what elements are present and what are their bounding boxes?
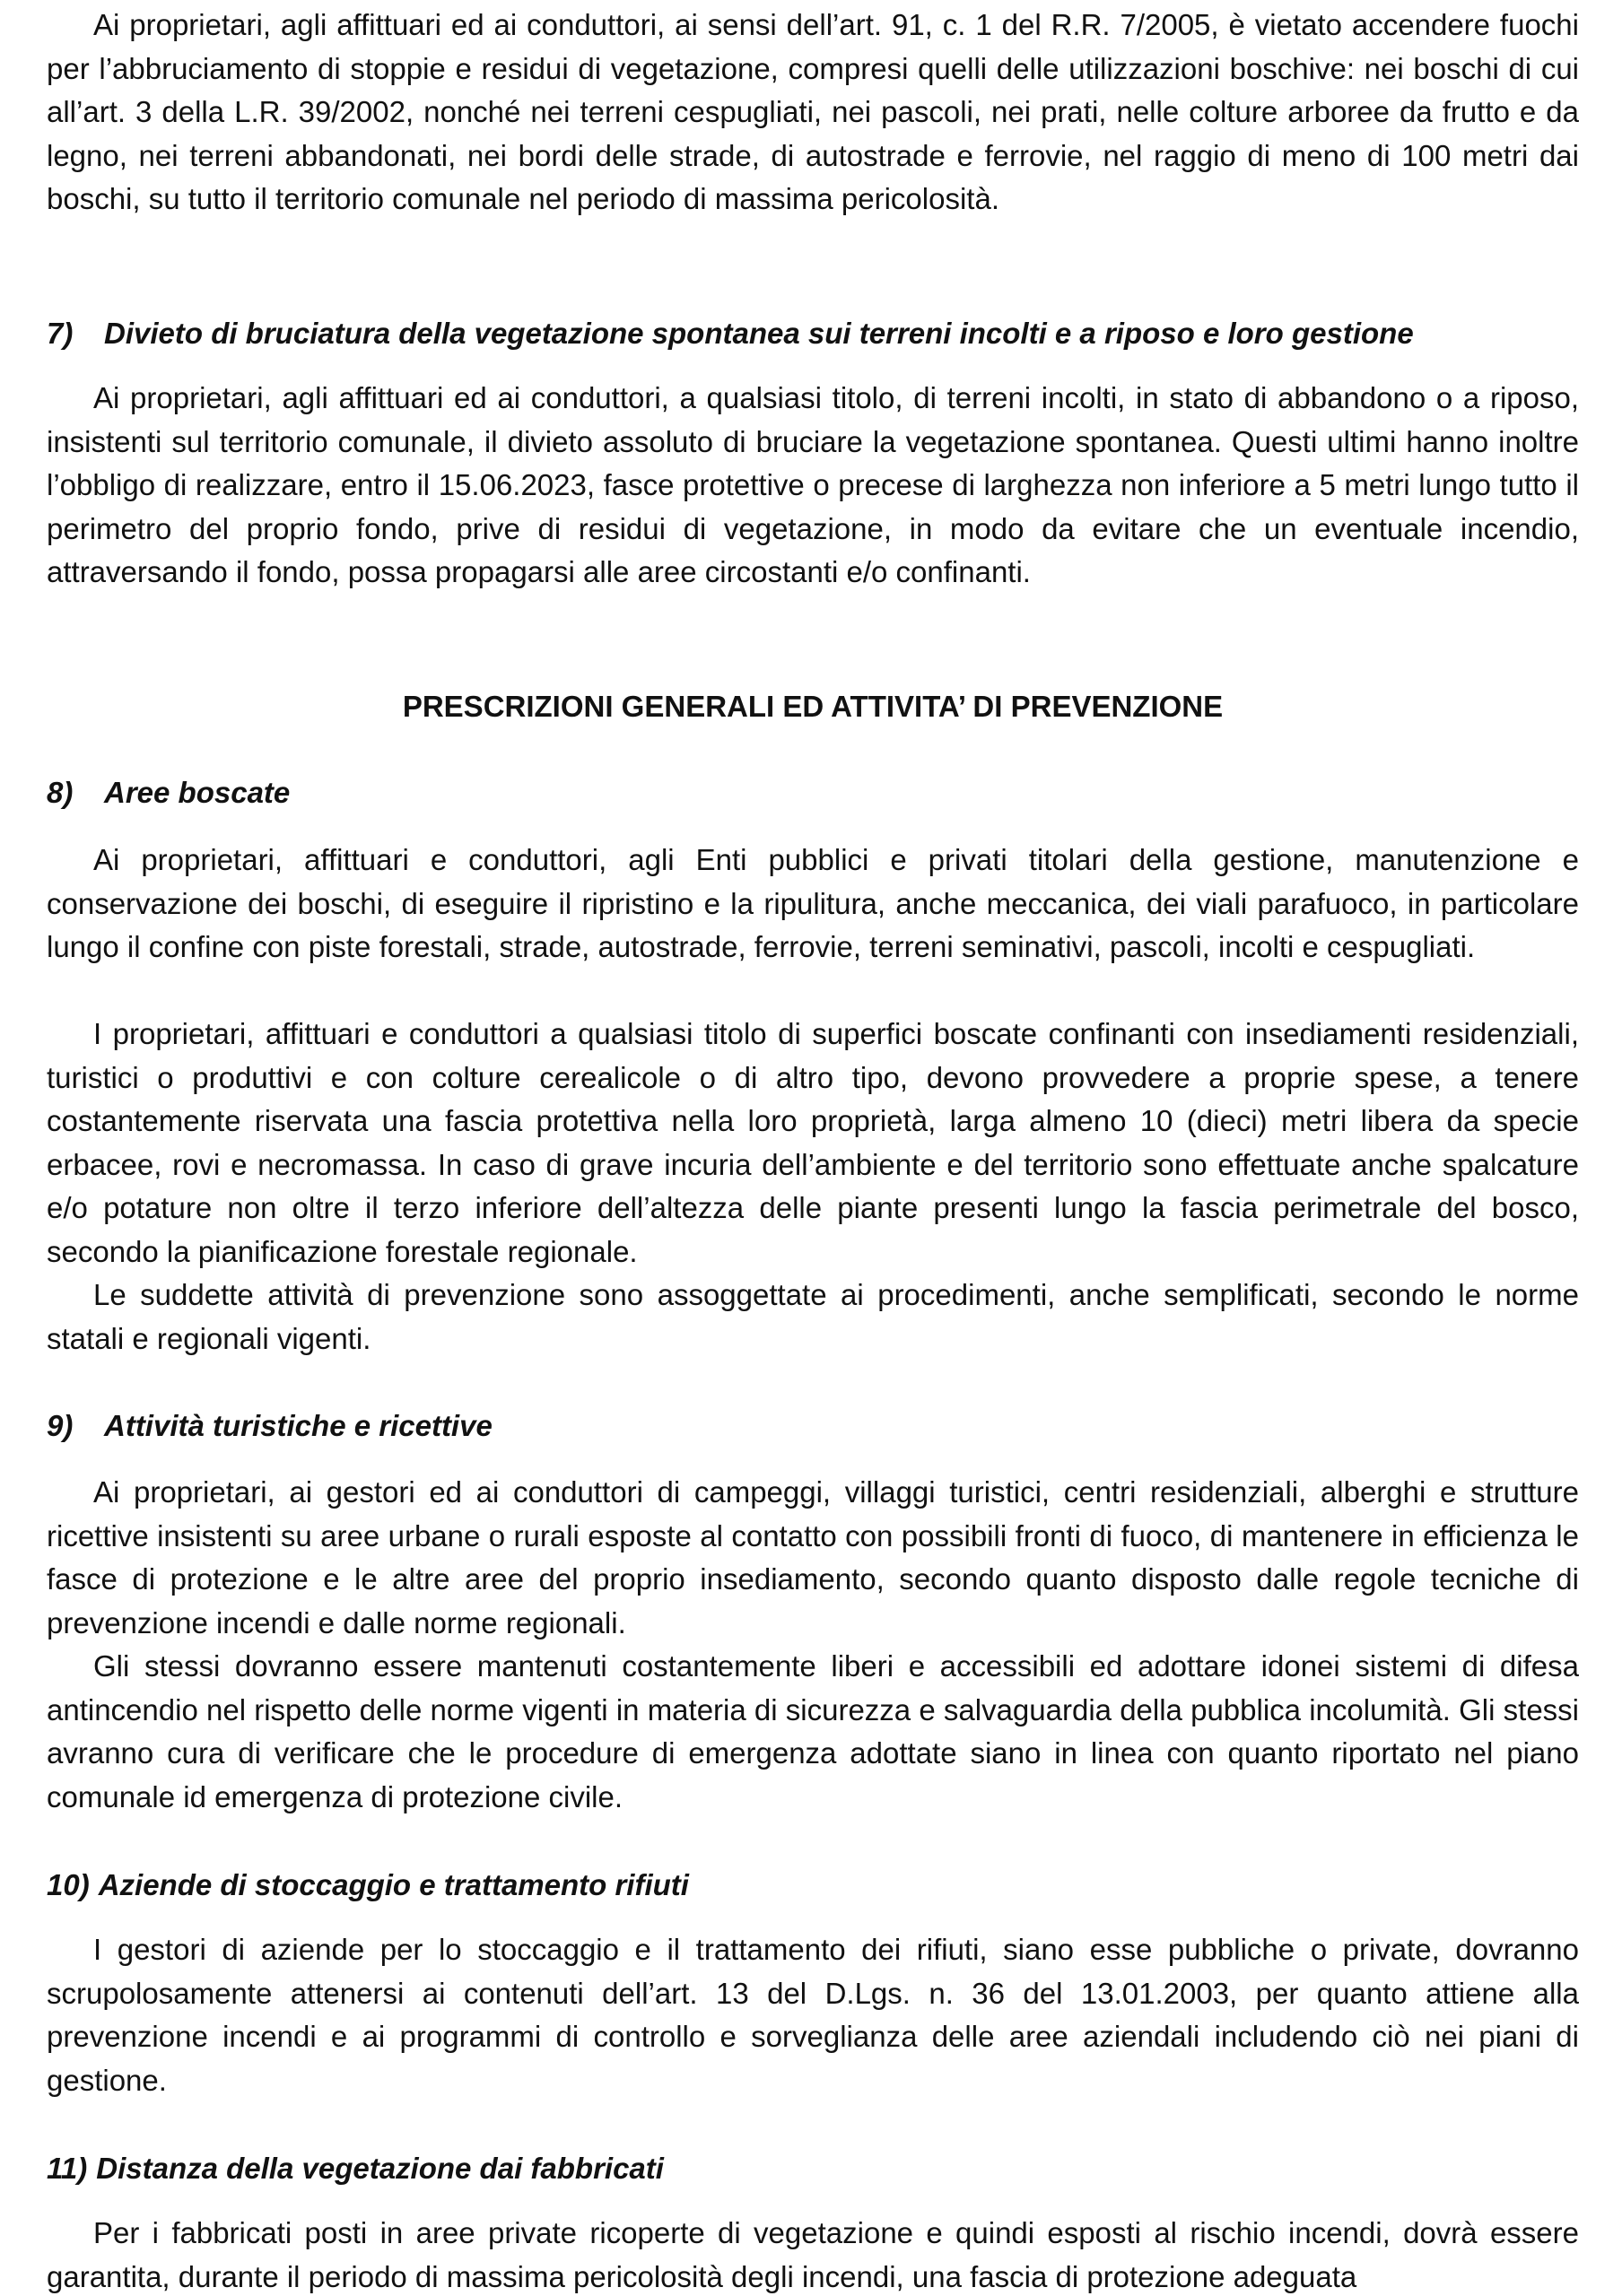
section-8-number: 8) [47, 776, 74, 809]
section-7-title: Divieto di bruciatura della vegetazione spontanea sui terreni incolti e a riposo e loro gestione [104, 317, 1414, 350]
section-9-title: Attività turistiche e ricettive [104, 1409, 493, 1442]
section-11-paragraph-1: Per i fabbricati posti in aree private ricoperte di vegetazione e quindi esposti al rischio incendi, dovrà essere garantita, durante il periodo di massima pericolosità degli incendi, una fascia di protezione adeguata [47, 2216, 1579, 2293]
section-10-paragraph-1: I gestori di aziende per lo stoccaggio e il trattamento dei rifiuti, siano esse pubbliche o private, dovranno scrupolosamente attenersi ai contenuti dell’art. 13 del D.Lgs. n. 36 del 13.01.2003, per quanto attiene alla prevenzione incendi e ai programmi di controllo e sorveglianza delle aree aziendali includendo ciò nei piani di gestione. [47, 1933, 1579, 2097]
section-8-paragraph-2: I proprietari, affittuari e conduttori a qualsiasi titolo di superfici boscate confinanti con insediamenti residenziali, turistici o produttivi e con colture cerealicole o di altro tipo, devono provvedere a proprie spese, a tenere costantemente riservata una fascia protettiva nella loro proprietà, larga almeno 10 (dieci) metri libera da specie erbacee, rovi e necromassa. In caso di grave incuria dell’ambiente e del territorio sono effettuate anche spalcature e/o potature non oltre il terzo inferiore dell’altezza delle piante presenti lungo la fascia perimetrale del bosco, secondo la pianificazione forestale regionale. [47, 1017, 1579, 1268]
section-7-paragraph-1: Ai proprietari, agli affittuari ed ai conduttori, a qualsiasi titolo, di terreni incolti, in stato di abbandono o a riposo, insistenti sul territorio comunale, il divieto assoluto di bruciare la vegetazione spontanea. Questi ultimi hanno inoltre l’obbligo di realizzare, entro il 15.06.2023, fasce protettive o precese di larghezza non inferiore a 5 metri lungo tutto il perimetro del proprio fondo, prive di residui di vegetazione, in modo da evitare che un eventuale incendio, attraversando il fondo, possa propagarsi alle aree circostanti e/o confinanti. [47, 381, 1579, 588]
section-10-title: Aziende di stoccaggio e trattamento rifiuti [98, 1868, 689, 1901]
section-9-paragraph-1: Ai proprietari, ai gestori ed ai conduttori di campeggi, villaggi turistici, centri residenziali, alberghi e strutture ricettive insistenti su aree urbane o rurali esposte al contatto con possibili fronti di fuoco, di mantenere in efficienza le fasce di protezione e le altre aree del proprio insediamento, secondo quanto disposto dalle regole tecniche di prevenzione incendi e dalle norme regionali. [47, 1475, 1579, 1639]
general-prescriptions-heading: PRESCRIZIONI GENERALI ED ATTIVITA’ DI PREVENZIONE [402, 690, 1224, 723]
section-8-paragraph-3: Le suddette attività di prevenzione sono assoggettate ai procedimenti, anche semplificati, secondo le norme statali e regionali vigenti. [47, 1278, 1579, 1355]
section-7-number: 7) [47, 317, 74, 350]
section-7-heading [47, 312, 1579, 355]
section-8-title: Aree boscate [104, 776, 291, 809]
section-8-heading [47, 771, 1579, 814]
section-11-heading [47, 2147, 1579, 2190]
intro-paragraph: Ai proprietari, agli affittuari ed ai conduttori, ai sensi dell’art. 91, c. 1 del R.R. 7/2005, è vietato accendere fuochi per l’abbruciamento di stoppie e residui di vegetazione, compresi quelli delle utilizzazioni boschive: nei boschi di cui all’art. 3 della L.R. 39/2002, nonché nei terreni cespugliati, nei pascoli, nei prati, nelle colture arboree da frutto e da legno, nei terreni abbandonati, nei bordi delle strade, di autostrade e ferrovie, nel raggio di meno di 100 metri dai boschi, su tutto il territorio comunale nel periodo di massima pericolosità. [47, 8, 1579, 215]
section-10-heading [47, 1864, 1579, 1907]
section-11-number: 11) [47, 2152, 88, 2185]
section-11-title: Distanza della vegetazione dai fabbricati [96, 2152, 664, 2185]
section-9-number: 9) [47, 1409, 74, 1442]
section-10-number: 10) [47, 1868, 90, 1901]
section-9-paragraph-2: Gli stessi dovranno essere mantenuti costantemente liberi e accessibili ed adottare idonei sistemi di difesa antincendio nel rispetto delle norme vigenti in materia di sicurezza e salvaguardia della pubblica incolumità. Gli stessi avranno cura di verificare che le procedure di emergenza adottate siano in linea con quanto riportato nel piano comunale id emergenza di protezione civile. [47, 1649, 1579, 1813]
document-page [47, 0, 1579, 2296]
section-8-paragraph-1: Ai proprietari, affittuari e conduttori, agli Enti pubblici e privati titolari della gestione, manutenzione e conservazione dei boschi, di eseguire il ripristino e la ripulitura, anche meccanica, dei viali parafuoco, in particolare lungo il confine con piste forestali, strade, autostrade, ferrovie, terreni seminativi, pascoli, incolti e cespugliati. [47, 843, 1579, 963]
section-9-heading [47, 1405, 1579, 1448]
